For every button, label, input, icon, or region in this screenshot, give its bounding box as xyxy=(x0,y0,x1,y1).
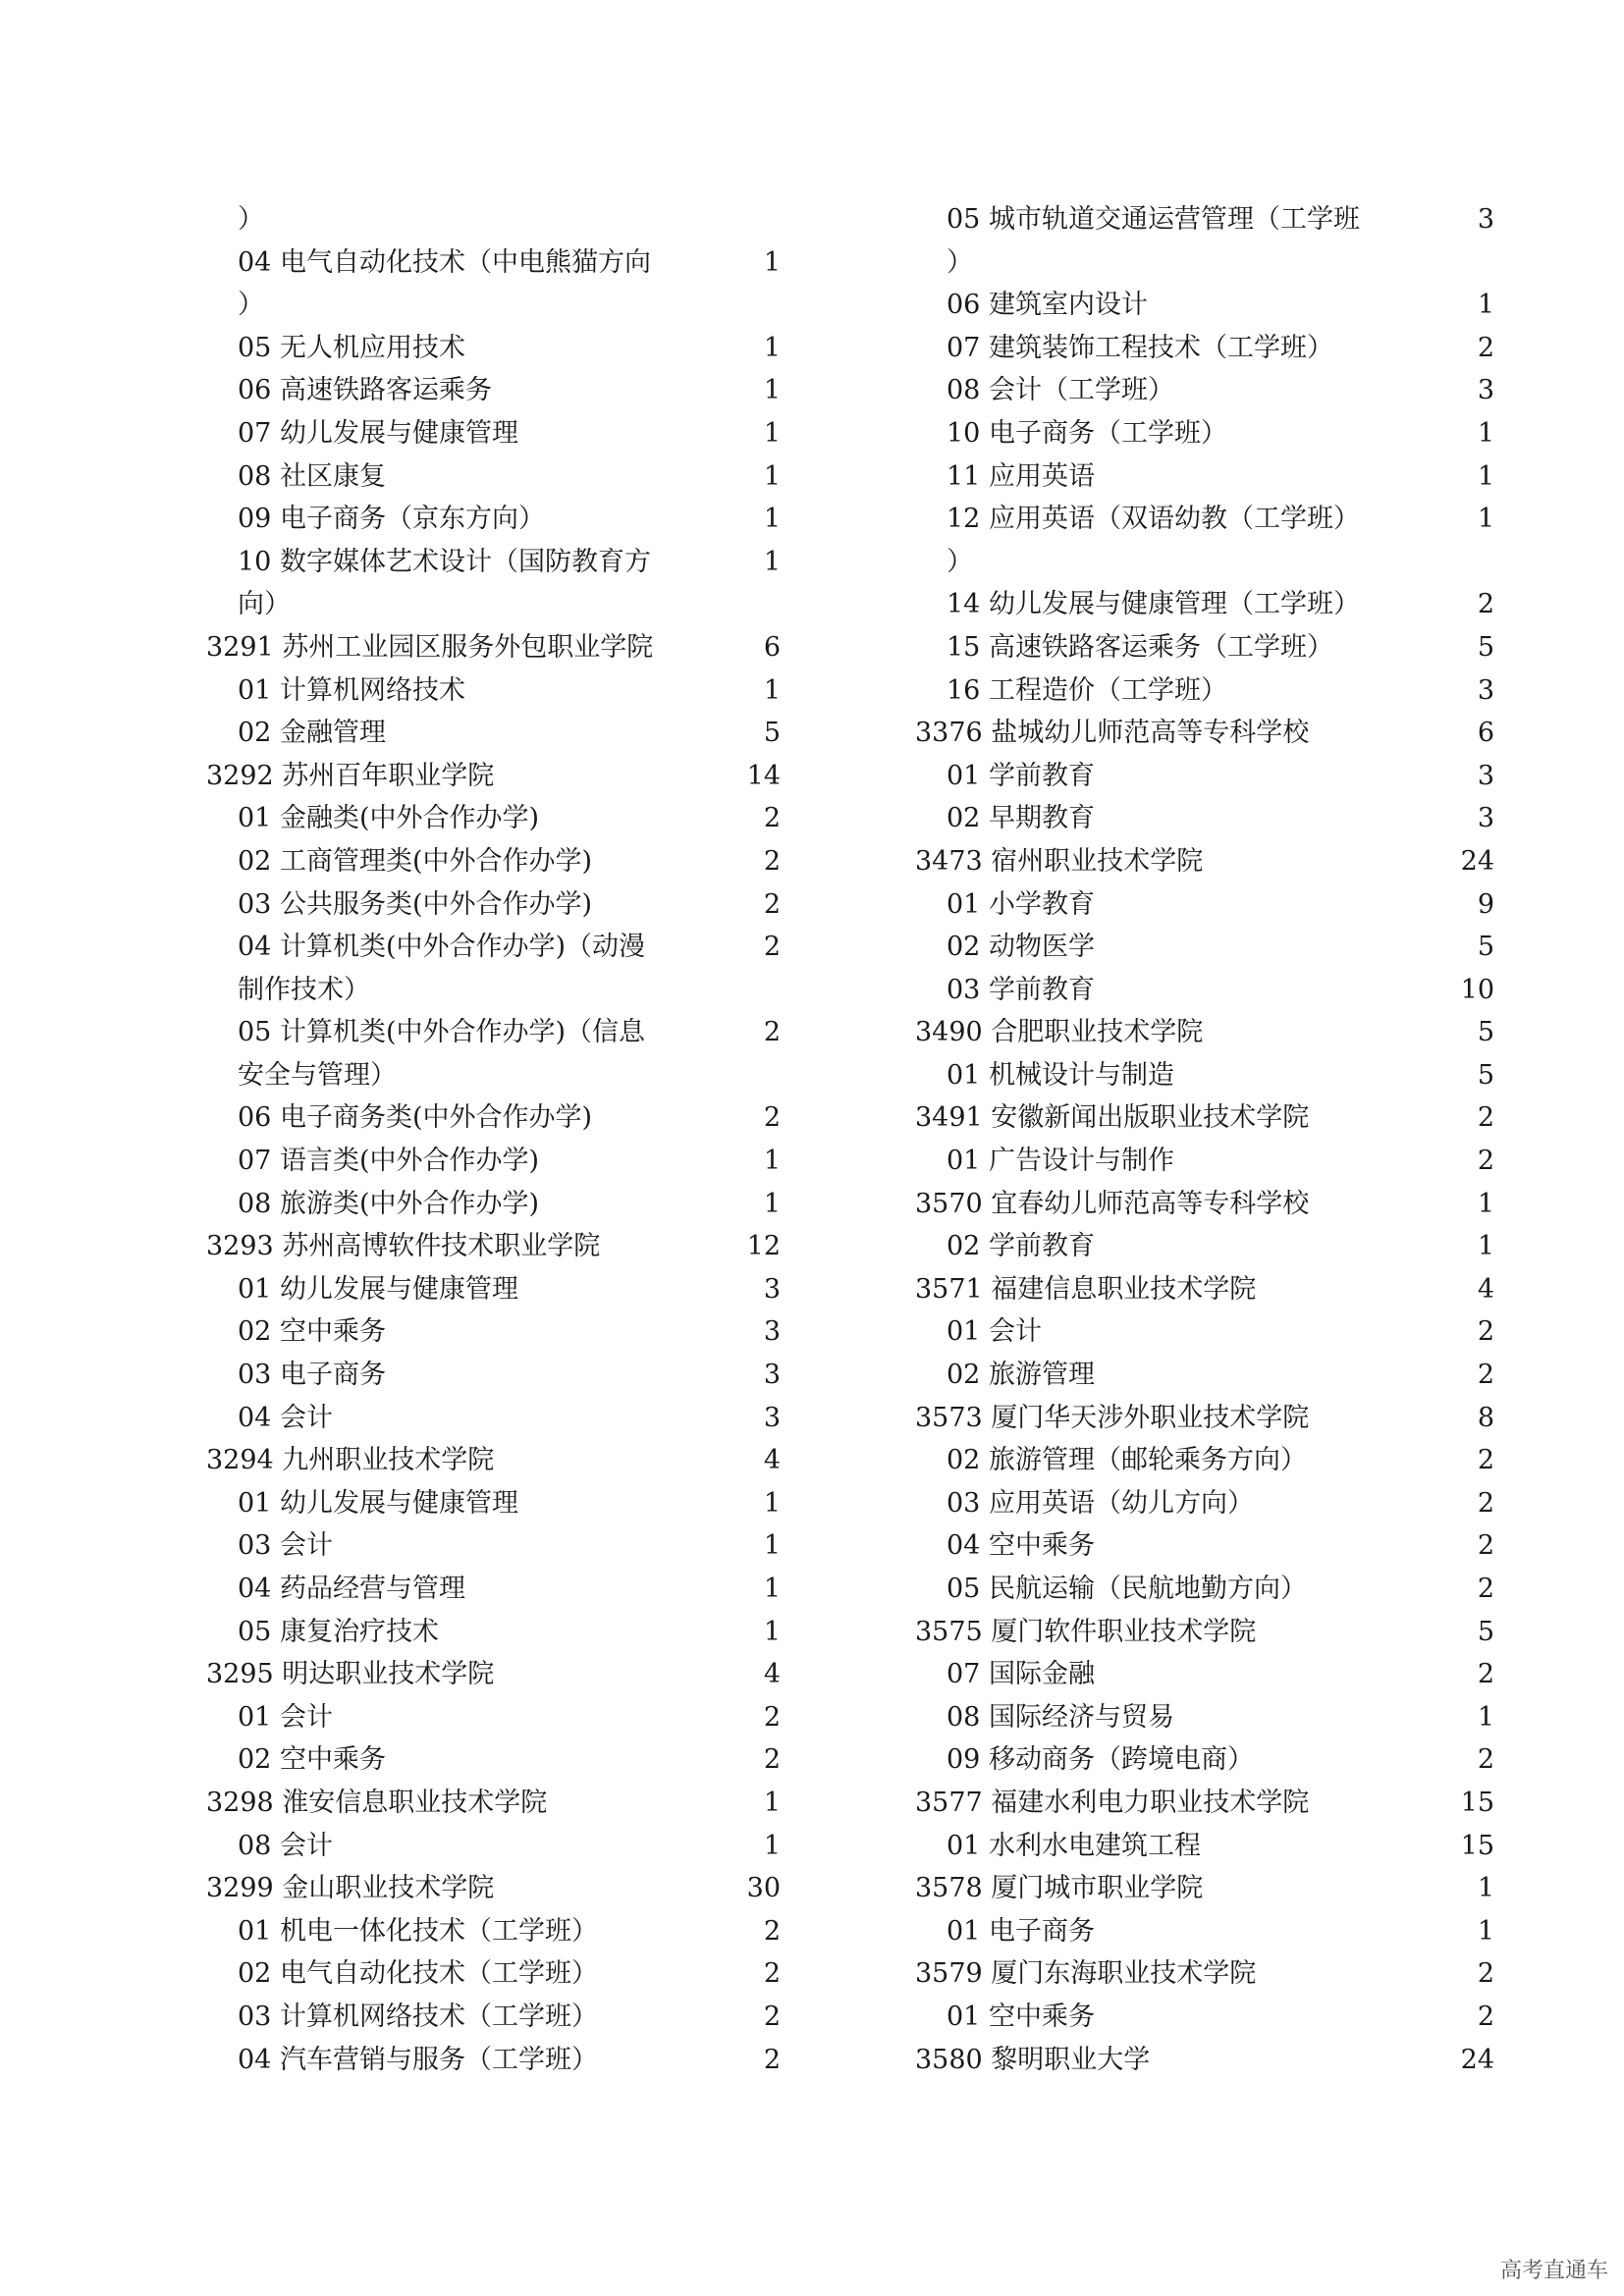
major-row xyxy=(915,284,1504,327)
left-column xyxy=(206,198,795,2081)
school-row xyxy=(915,1268,1504,1311)
quota-count: 2 xyxy=(1477,1487,1494,1519)
school-row xyxy=(206,1653,795,1696)
major-name: 04 空中乘务 xyxy=(947,1530,1095,1562)
major-name: 07 国际金融 xyxy=(947,1659,1095,1690)
quota-count: 3 xyxy=(1477,803,1494,834)
major-row xyxy=(206,1354,795,1397)
school-name: 3580 黎明职业大学 xyxy=(915,2044,1151,2075)
major-name: 06 建筑室内设计 xyxy=(947,290,1148,321)
quota-count: 1 xyxy=(1477,1701,1494,1733)
major-row xyxy=(915,1738,1504,1782)
school-row xyxy=(915,1782,1504,1825)
quota-count: 5 xyxy=(1477,631,1494,663)
quota-count: 2 xyxy=(763,1102,781,1134)
major-name: 02 学前教育 xyxy=(947,1231,1095,1262)
major-row xyxy=(206,2039,795,2082)
major-name: 01 电子商务 xyxy=(947,1915,1095,1947)
major-row xyxy=(206,1696,795,1739)
school-name: 3575 厦门软件职业技术学院 xyxy=(915,1616,1257,1647)
quota-count: 2 xyxy=(763,2001,781,2032)
major-row xyxy=(206,883,795,927)
major-row xyxy=(206,1568,795,1611)
quota-count: 2 xyxy=(1477,2001,1494,2032)
major-row xyxy=(915,455,1504,499)
quota-count: 3 xyxy=(763,1316,781,1348)
major-name: 01 学前教育 xyxy=(947,760,1095,791)
major-row xyxy=(206,1825,795,1868)
continuation-row xyxy=(206,969,795,1012)
major-row xyxy=(915,1482,1504,1525)
major-name: 03 学前教育 xyxy=(947,974,1095,1005)
major-name: 04 会计 xyxy=(238,1402,333,1433)
major-row xyxy=(915,669,1504,713)
quota-count: 1 xyxy=(763,246,781,278)
quota-count: 5 xyxy=(1477,1616,1494,1647)
continuation-text: ） xyxy=(238,204,264,235)
major-name: 01 金融类(中外合作办学) xyxy=(238,803,540,834)
major-name: 05 无人机应用技术 xyxy=(238,332,465,363)
major-name: 07 幼儿发展与健康管理 xyxy=(238,417,518,449)
major-name: 04 药品经营与管理 xyxy=(238,1574,465,1604)
quota-count: 1 xyxy=(763,1146,781,1177)
major-name: 08 国际经济与贸易 xyxy=(947,1701,1174,1733)
major-row xyxy=(206,840,795,883)
school-row xyxy=(206,755,795,798)
school-name: 3291 苏州工业园区服务外包职业学院 xyxy=(206,631,654,663)
quota-count: 2 xyxy=(763,1701,781,1733)
school-row xyxy=(915,1183,1504,1226)
major-name: 01 小学教育 xyxy=(947,888,1095,920)
quota-count: 1 xyxy=(763,1830,781,1861)
major-row xyxy=(915,1696,1504,1739)
continuation-row xyxy=(206,198,795,241)
major-name: 02 空中乘务 xyxy=(238,1316,386,1348)
major-name: 01 机电一体化技术（工学班） xyxy=(238,1915,598,1947)
major-row xyxy=(915,969,1504,1012)
quota-count: 2 xyxy=(763,845,781,877)
continuation-row xyxy=(206,583,795,626)
major-row xyxy=(206,1952,795,1996)
major-row xyxy=(206,1096,795,1140)
quota-count: 3 xyxy=(763,1360,781,1391)
quota-count: 9 xyxy=(1477,888,1494,920)
major-row xyxy=(915,412,1504,455)
school-row xyxy=(206,1867,795,1910)
quota-count: 15 xyxy=(1460,1830,1494,1861)
major-name: 02 工商管理类(中外合作办学) xyxy=(238,845,593,877)
major-row xyxy=(915,1910,1504,1953)
quota-count: 2 xyxy=(763,2044,781,2075)
major-row xyxy=(915,1054,1504,1097)
quota-count: 2 xyxy=(763,888,781,920)
major-row xyxy=(206,498,795,541)
school-name: 3490 合肥职业技术学院 xyxy=(915,1017,1204,1048)
quota-count: 6 xyxy=(1477,718,1494,749)
school-name: 3573 厦门华天涉外职业技术学院 xyxy=(915,1402,1310,1433)
major-row xyxy=(915,327,1504,370)
major-name: 10 电子商务（工学班） xyxy=(947,417,1227,449)
school-row xyxy=(206,1439,795,1482)
major-row xyxy=(915,755,1504,798)
quota-count: 2 xyxy=(763,1744,781,1776)
continuation-row xyxy=(915,241,1504,285)
major-row xyxy=(206,1910,795,1953)
major-name: 05 民航运输（民航地勤方向） xyxy=(947,1574,1307,1604)
quota-count: 1 xyxy=(1477,1915,1494,1947)
major-name: 03 会计 xyxy=(238,1530,333,1562)
major-name: 04 计算机类(中外合作办学)（动漫 xyxy=(238,932,646,963)
school-row xyxy=(915,1952,1504,1996)
major-row xyxy=(915,369,1504,412)
major-row xyxy=(915,626,1504,669)
continuation-row xyxy=(206,284,795,327)
major-row xyxy=(915,926,1504,969)
quota-count: 2 xyxy=(1477,1659,1494,1690)
school-row xyxy=(915,1611,1504,1654)
major-name: 03 计算机网络技术（工学班） xyxy=(238,2001,598,2032)
quota-count: 2 xyxy=(1477,332,1494,363)
major-name: 01 会计 xyxy=(238,1701,333,1733)
quota-count: 24 xyxy=(1460,2044,1494,2075)
quota-count: 2 xyxy=(763,803,781,834)
quota-count: 10 xyxy=(1460,974,1494,1005)
major-row xyxy=(915,498,1504,541)
quota-count: 8 xyxy=(1477,1402,1494,1433)
major-row xyxy=(915,1524,1504,1568)
quota-count: 1 xyxy=(1477,417,1494,449)
school-name: 3579 厦门东海职业技术学院 xyxy=(915,1958,1257,1990)
quota-count: 1 xyxy=(1477,1873,1494,1904)
major-name: 05 计算机类(中外合作办学)（信息 xyxy=(238,1017,646,1048)
quota-count: 5 xyxy=(763,718,781,749)
major-row xyxy=(206,712,795,755)
school-row xyxy=(206,1225,795,1268)
major-row xyxy=(915,1568,1504,1611)
major-name: 01 机械设计与制造 xyxy=(947,1059,1174,1091)
major-name: 08 旅游类(中外合作办学) xyxy=(238,1188,540,1219)
school-name: 3570 宜春幼儿师范高等专科学校 xyxy=(915,1188,1310,1219)
major-row xyxy=(915,198,1504,241)
major-row xyxy=(206,1397,795,1440)
quota-count: 2 xyxy=(763,1915,781,1947)
quota-count: 2 xyxy=(763,1958,781,1990)
quota-count: 2 xyxy=(1477,1744,1494,1776)
continuation-row xyxy=(206,1054,795,1097)
major-name: 01 计算机网络技术 xyxy=(238,674,465,706)
quota-count: 2 xyxy=(1477,589,1494,620)
school-name: 3376 盐城幼儿师范高等专科学校 xyxy=(915,718,1310,749)
major-name: 01 广告设计与制作 xyxy=(947,1146,1174,1177)
major-name: 16 工程造价（工学班） xyxy=(947,674,1227,706)
major-name: 04 电气自动化技术（中电熊猫方向 xyxy=(238,246,651,278)
major-name: 01 幼儿发展与健康管理 xyxy=(238,1487,518,1519)
quota-count: 1 xyxy=(763,674,781,706)
major-row xyxy=(206,1996,795,2039)
major-name: 08 社区康复 xyxy=(238,460,386,492)
major-name: 08 会计（工学班） xyxy=(947,375,1174,406)
continuation-text: 向） xyxy=(238,589,291,620)
school-row xyxy=(915,1867,1504,1910)
major-name: 02 动物医学 xyxy=(947,932,1095,963)
major-name: 05 康复治疗技术 xyxy=(238,1616,439,1647)
quota-count: 2 xyxy=(763,932,781,963)
school-name: 3295 明达职业技术学院 xyxy=(206,1659,495,1690)
major-name: 08 会计 xyxy=(238,1830,333,1861)
quota-count: 5 xyxy=(1477,1059,1494,1091)
quota-count: 2 xyxy=(1477,1958,1494,1990)
quota-count: 4 xyxy=(763,1659,781,1690)
school-name: 3298 淮安信息职业技术学院 xyxy=(206,1787,548,1818)
continuation-text: 制作技术） xyxy=(238,974,370,1005)
major-name: 02 旅游管理 xyxy=(947,1360,1095,1391)
school-row xyxy=(915,2039,1504,2082)
major-name: 01 空中乘务 xyxy=(947,2001,1095,2032)
school-name: 3293 苏州高博软件技术职业学院 xyxy=(206,1231,601,1262)
quota-count: 3 xyxy=(1477,204,1494,235)
major-row xyxy=(206,412,795,455)
quota-count: 3 xyxy=(1477,375,1494,406)
school-name: 3491 安徽新闻出版职业技术学院 xyxy=(915,1102,1310,1134)
major-name: 01 会计 xyxy=(947,1316,1042,1348)
continuation-text: ） xyxy=(238,290,264,321)
school-row xyxy=(915,1397,1504,1440)
quota-count: 15 xyxy=(1460,1787,1494,1818)
major-name: 05 城市轨道交通运营管理（工学班 xyxy=(947,204,1360,235)
major-row xyxy=(206,1738,795,1782)
major-row xyxy=(206,797,795,840)
major-name: 01 幼儿发展与健康管理 xyxy=(238,1273,518,1305)
major-row xyxy=(915,583,1504,626)
major-row xyxy=(206,926,795,969)
quota-count: 1 xyxy=(763,332,781,363)
major-row xyxy=(206,541,795,584)
quota-count: 2 xyxy=(1477,1530,1494,1562)
major-name: 03 应用英语（幼儿方向） xyxy=(947,1487,1254,1519)
quota-count: 2 xyxy=(1477,1574,1494,1604)
quota-count: 14 xyxy=(746,760,781,791)
continuation-text: ） xyxy=(947,246,973,278)
quota-count: 30 xyxy=(746,1873,781,1904)
quota-count: 1 xyxy=(1477,1231,1494,1262)
major-name: 06 高速铁路客运乘务 xyxy=(238,375,492,406)
quota-count: 1 xyxy=(1477,1188,1494,1219)
major-name: 11 应用英语 xyxy=(947,460,1095,492)
quota-count: 1 xyxy=(763,1616,781,1647)
quota-count: 1 xyxy=(1477,504,1494,535)
major-name: 09 移动商务（跨境电商） xyxy=(947,1744,1254,1776)
quota-count: 2 xyxy=(763,1017,781,1048)
major-row xyxy=(915,883,1504,927)
major-row xyxy=(206,1140,795,1183)
school-name: 3571 福建信息职业技术学院 xyxy=(915,1273,1257,1305)
right-column xyxy=(915,198,1504,2081)
school-name: 3294 九州职业技术学院 xyxy=(206,1445,495,1476)
major-row xyxy=(206,669,795,713)
quota-count: 1 xyxy=(763,1188,781,1219)
quota-count: 1 xyxy=(1477,290,1494,321)
quota-count: 1 xyxy=(763,504,781,535)
quota-count: 5 xyxy=(1477,1017,1494,1048)
school-row xyxy=(206,626,795,669)
quota-count: 2 xyxy=(1477,1146,1494,1177)
quota-count: 1 xyxy=(763,1787,781,1818)
major-row xyxy=(206,455,795,499)
major-row xyxy=(915,1996,1504,2039)
quota-count: 1 xyxy=(763,1530,781,1562)
quota-count: 1 xyxy=(763,460,781,492)
major-row xyxy=(206,1482,795,1525)
quota-count: 2 xyxy=(1477,1360,1494,1391)
quota-count: 4 xyxy=(1477,1273,1494,1305)
quota-count: 6 xyxy=(763,631,781,663)
major-row xyxy=(915,1439,1504,1482)
quota-count: 24 xyxy=(1460,845,1494,877)
quota-count: 2 xyxy=(1477,1102,1494,1134)
quota-count: 1 xyxy=(763,375,781,406)
school-row xyxy=(915,840,1504,883)
quota-count: 1 xyxy=(763,1574,781,1604)
school-name: 3292 苏州百年职业学院 xyxy=(206,760,495,791)
major-name: 07 语言类(中外合作办学) xyxy=(238,1146,540,1177)
school-name: 3578 厦门城市职业学院 xyxy=(915,1873,1204,1904)
major-row xyxy=(915,1310,1504,1354)
major-name: 01 水利水电建筑工程 xyxy=(947,1830,1201,1861)
quota-count: 1 xyxy=(763,1487,781,1519)
quota-count: 1 xyxy=(763,546,781,577)
major-name: 14 幼儿发展与健康管理（工学班） xyxy=(947,589,1360,620)
continuation-text: 安全与管理） xyxy=(238,1059,397,1091)
major-name: 03 电子商务 xyxy=(238,1360,386,1391)
quota-count: 3 xyxy=(1477,760,1494,791)
major-name: 07 建筑装饰工程技术（工学班） xyxy=(947,332,1333,363)
major-name: 12 应用英语（双语幼教（工学班） xyxy=(947,504,1360,535)
school-row xyxy=(206,1782,795,1825)
major-row xyxy=(915,1140,1504,1183)
school-row xyxy=(915,1011,1504,1054)
major-row xyxy=(206,1011,795,1054)
major-name: 02 金融管理 xyxy=(238,718,386,749)
footer-brand: 高考直通车 xyxy=(1499,2259,1608,2283)
major-name: 10 数字媒体艺术设计（国防教育方 xyxy=(238,546,651,577)
quota-count: 3 xyxy=(763,1402,781,1433)
major-row xyxy=(915,797,1504,840)
major-row xyxy=(206,327,795,370)
quota-count: 2 xyxy=(1477,1445,1494,1476)
major-name: 02 空中乘务 xyxy=(238,1744,386,1776)
school-name: 3299 金山职业技术学院 xyxy=(206,1873,495,1904)
quota-count: 3 xyxy=(1477,674,1494,706)
major-row xyxy=(915,1354,1504,1397)
major-name: 15 高速铁路客运乘务（工学班） xyxy=(947,631,1333,663)
major-name: 06 电子商务类(中外合作办学) xyxy=(238,1102,593,1134)
major-name: 02 旅游管理（邮轮乘务方向） xyxy=(947,1445,1307,1476)
major-row xyxy=(915,1225,1504,1268)
continuation-text: ） xyxy=(947,546,973,577)
major-name: 02 早期教育 xyxy=(947,803,1095,834)
major-row xyxy=(206,369,795,412)
major-row xyxy=(915,1825,1504,1868)
major-name: 02 电气自动化技术（工学班） xyxy=(238,1958,598,1990)
major-row xyxy=(206,1183,795,1226)
quota-count: 3 xyxy=(763,1273,781,1305)
quota-count: 12 xyxy=(746,1231,781,1262)
school-row xyxy=(915,712,1504,755)
school-row xyxy=(915,1096,1504,1140)
quota-count: 2 xyxy=(1477,1316,1494,1348)
continuation-row xyxy=(915,541,1504,584)
quota-count: 1 xyxy=(763,417,781,449)
major-row xyxy=(206,1268,795,1311)
major-row xyxy=(915,1653,1504,1696)
quota-count: 4 xyxy=(763,1445,781,1476)
quota-count: 1 xyxy=(1477,460,1494,492)
major-name: 04 汽车营销与服务（工学班） xyxy=(238,2044,598,2075)
school-name: 3577 福建水利电力职业技术学院 xyxy=(915,1787,1310,1818)
major-row xyxy=(206,1524,795,1568)
major-row xyxy=(206,1310,795,1354)
school-name: 3473 宿州职业技术学院 xyxy=(915,845,1204,877)
major-name: 03 公共服务类(中外合作办学) xyxy=(238,888,593,920)
major-row xyxy=(206,241,795,285)
quota-count: 5 xyxy=(1477,932,1494,963)
major-name: 09 电子商务（京东方向） xyxy=(238,504,545,535)
major-row xyxy=(206,1611,795,1654)
